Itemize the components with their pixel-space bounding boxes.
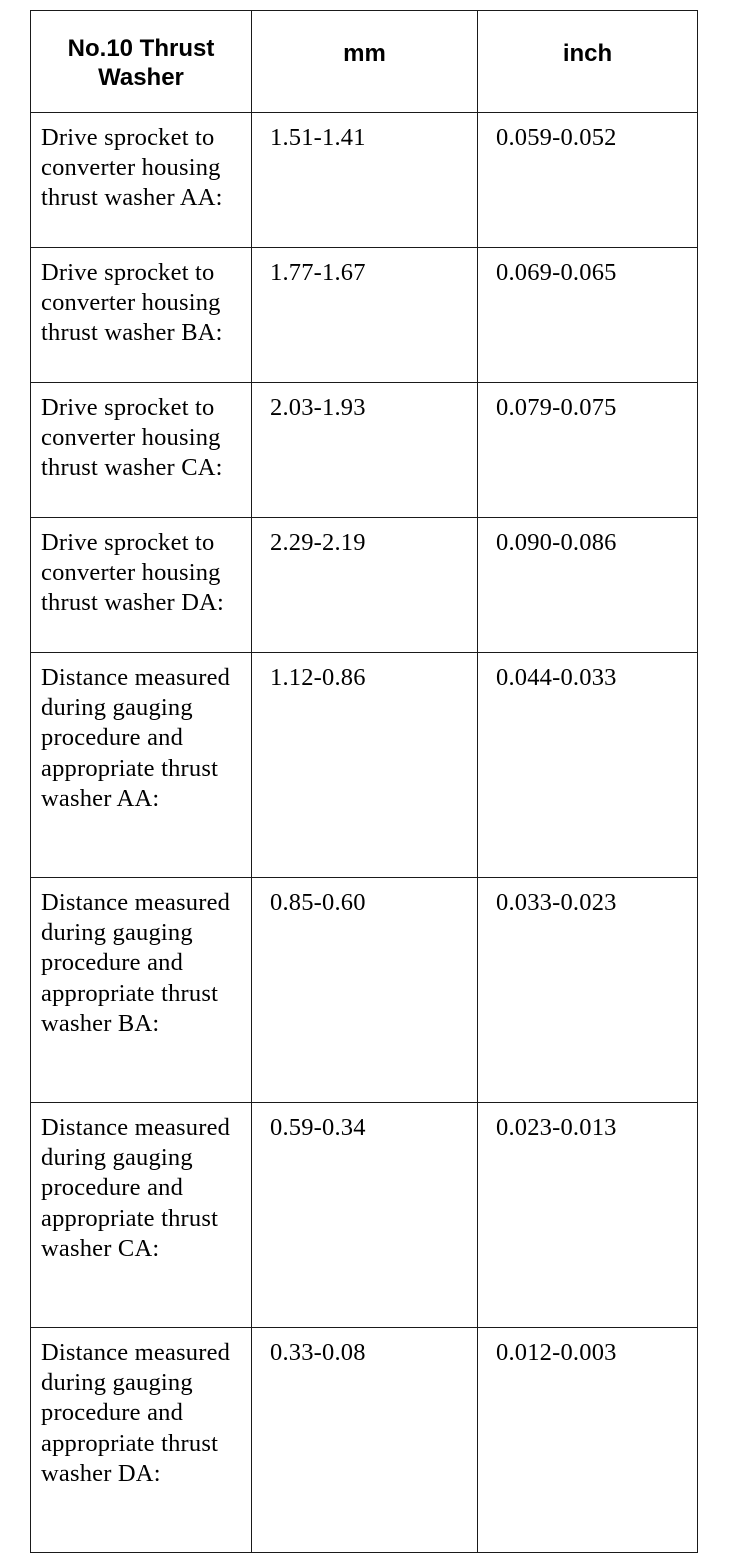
inch-cell [478, 878, 698, 1103]
part-text: Distance measured during gauging procedure and appropriate thrust washer AA: [41, 664, 231, 812]
mm-cell [252, 383, 478, 518]
table-row [31, 1103, 698, 1328]
header-inch: inch [478, 11, 698, 113]
part-cell [31, 1328, 252, 1553]
inch-value: 0.079-0.075 [496, 394, 617, 421]
inch-cell [478, 1328, 698, 1553]
inch-cell [478, 1103, 698, 1328]
mm-value: 1.77-1.67 [270, 259, 366, 286]
inch-cell [478, 113, 698, 248]
part-cell [31, 1103, 252, 1328]
mm-value: 0.85-0.60 [270, 889, 366, 916]
mm-cell [252, 653, 478, 878]
part-cell [31, 653, 252, 878]
part-cell [31, 878, 252, 1103]
mm-value: 2.29-2.19 [270, 529, 366, 556]
inch-cell [478, 653, 698, 878]
table-row [31, 878, 698, 1103]
part-cell [31, 248, 252, 383]
inch-value: 0.033-0.023 [496, 889, 617, 916]
mm-value: 1.12-0.86 [270, 664, 366, 691]
mm-value: 0.33-0.08 [270, 1339, 366, 1366]
inch-value: 0.069-0.065 [496, 259, 617, 286]
part-cell [31, 518, 252, 653]
part-text: Drive sprocket to converter housing thrust washer CA: [41, 394, 223, 482]
mm-cell [252, 878, 478, 1103]
part-text: Drive sprocket to converter housing thrust washer BA: [41, 259, 223, 347]
header-part: No.10 Thrust Washer [31, 11, 252, 113]
table-row [31, 653, 698, 878]
inch-value: 0.044-0.033 [496, 664, 617, 691]
table-row [31, 383, 698, 518]
mm-value: 1.51-1.41 [270, 124, 366, 151]
inch-cell [478, 248, 698, 383]
inch-value: 0.012-0.003 [496, 1339, 617, 1366]
mm-value: 0.59-0.34 [270, 1114, 366, 1141]
inch-value: 0.023-0.013 [496, 1114, 617, 1141]
inch-value: 0.059-0.052 [496, 124, 617, 151]
part-text: Drive sprocket to converter housing thrust washer DA: [41, 529, 225, 617]
table-header-row [31, 11, 698, 113]
part-text: Distance measured during gauging procedure and appropriate thrust washer CA: [41, 1114, 231, 1262]
mm-cell [252, 1103, 478, 1328]
mm-cell [252, 1328, 478, 1553]
thrust-washer-spec-table [30, 10, 698, 1553]
mm-value: 2.03-1.93 [270, 394, 366, 421]
inch-cell [478, 383, 698, 518]
part-text: Distance measured during gauging procedure and appropriate thrust washer BA: [41, 889, 231, 1037]
mm-cell [252, 113, 478, 248]
part-text: Drive sprocket to converter housing thrust washer AA: [41, 124, 223, 212]
table-row [31, 248, 698, 383]
header-mm: mm [252, 11, 478, 113]
table-row [31, 518, 698, 653]
mm-cell [252, 248, 478, 383]
part-cell [31, 383, 252, 518]
part-cell [31, 113, 252, 248]
inch-cell [478, 518, 698, 653]
table-row [31, 113, 698, 248]
mm-cell [252, 518, 478, 653]
table-row [31, 1328, 698, 1553]
part-text: Distance measured during gauging procedure and appropriate thrust washer DA: [41, 1339, 231, 1487]
inch-value: 0.090-0.086 [496, 529, 617, 556]
